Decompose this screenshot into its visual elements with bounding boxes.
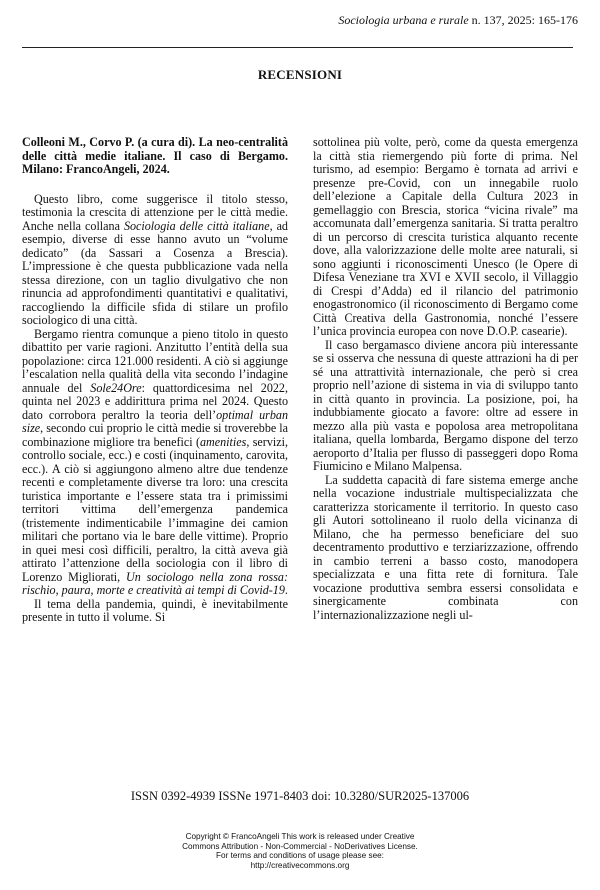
text-run: , secondo cui proprio le città medie si troverebbe la combinazione migliore tra benefici ( (22, 421, 288, 449)
paragraph (22, 328, 288, 598)
text-run: , servizi, controllo sociale, ecc.) e costi (inquinamento, carovita, ecc.). A ciò si aggiungono almeno altre due tendenze recenti e completamente diverse tra loro: una crescita turistica importante e l’essere stata tra i primissimi territori vittima dell’emergenza pandemica (tristemente indimenticabile l’immagine dei camion militari che portano via le bare delle vittime). Proprio in quei mesi così difficili, peraltro, la città aveva già attirato l’attenzione della sociologia con il libro di Lorenzo Migliorati, (22, 434, 288, 584)
newspaper-name: Sole24Ore (90, 380, 142, 395)
text-run: , ad esempio, diverse di esse hanno avuto un “volume dedicato” (da Sassari a Cosenza a Brescia). L’impressione è che questa pubblicazione vada nella stessa direzione, con un taglio divulgativo che non rinuncia ad approfondimenti quantitativi e qualitativi, raccogliendo la difficile sfida di stilare un profilo sociologico di una città. (22, 218, 288, 327)
left-column (22, 136, 288, 625)
paragraph: sottolinea più volte, però, come da questa emergenza la città stia riemergendo più forte di prima. Nel turismo, ad esempio: Bergamo è tornata ad arrivi e presenze pre-Covid, con un innegabile ruolo dell’elezione a Capitale della Cultura 2023 in gemellaggio con Brescia, storica “vicina rivale” ma accomunata dall’emergenza sanitaria. Si tratta peraltro di un percorso di crescita turistica alquanto recente dove, alla valorizzazione delle molte aree naturali, si sono aggiunti i riconoscimenti Unesco (le Opere di Difesa Veneziane tra XVI e XVII secolo, il Villaggio di Crespi d’Adda) ed il rilancio del patrimonio enogastronomico (il riconoscimento di Bergamo come Città Creativa della Gastronomia, nonché l’essere l’unica provincia europea con nove D.O.P. casearie). (313, 135, 578, 338)
copyright-line: Copyright © FrancoAngeli This work is released under Creative (185, 832, 415, 841)
text-run: : quattordicesima nel 2022, quinta nel 2023 e addirittura prima nel 2024. Questo dato corrobora peraltro la teoria dell’ (22, 380, 288, 422)
copyright-line: Commons Attribution - Non-Commercial - NoDerivatives License. (182, 841, 418, 851)
paragraph: La suddetta capacità di fare sistema emerge anche nella vocazione industriale multispecializzata che caratterizza storicamente il territorio. In questo caso gli Autori sottolineano il ruolo della vicinanza di Milano, che ha permesso beneficiare del suo decentramento produttivo e terziarizzazione, offrendo in cambio terreni a basso costo, manodopera specializzata e una fitta rete di fornitura. Tale vocazione produttiva sembra essersi consolidata e sinergicamente combinata con l’internazionalizzazione negli ul- (313, 472, 578, 622)
theory-term: optimal urban size (22, 407, 289, 435)
creative-commons-link[interactable]: http://creativecommons.org (250, 860, 350, 870)
copyright-notice (0, 832, 600, 870)
right-column (313, 136, 578, 622)
text-run: Questo libro, come suggerisce il titolo stesso, testimonia la crescita di attenzione per le città medie. Anche nella collana (22, 191, 288, 233)
paragraph: Il tema della pandemia, quindi, è inevitabilmente presente in tutto il volume. Si (22, 596, 288, 624)
issue-info: n. 137, 2025: 165-176 (468, 13, 578, 27)
issn-doi-line: ISSN 0392-4939 ISSNe 1971-8403 doi: 10.3280/SUR2025-137006 (130, 789, 470, 803)
series-title: Sociologia delle città italiane (123, 218, 270, 233)
term-amenities: amenities (199, 434, 247, 449)
paragraph (22, 193, 288, 328)
paragraph: Il caso bergamasco diviene ancora più interessante se si osserva che nessuna di queste attrazioni ha di per sé una attrattività internazionale, che però si crea proprio nell’azione di sistema in via di sviluppo tanto in città quanto in provincia. La posizione, poi, ha indubbiamente giocato a favore: oltre ad essere in mezzo alla più vasta e popolosa area metropolitana italiana, quella lombarda, Bergamo dispone del terzo aeroporto d’Italia per flusso di passeggeri dopo Roma Fiumicino e Milano Malpensa. (313, 337, 578, 473)
book-title: Un sociologo nella zona rossa: rischio, paura, morte e creatività ai tempi di Covid-19 (22, 569, 288, 597)
text-run: . (284, 583, 288, 597)
section-title: RECENSIONI (257, 67, 343, 82)
header-rule (22, 47, 573, 48)
text-run: Bergamo rientra comunque a pieno titolo in questo dibattito per varie ragioni. Anzitutto l’entità della sua popolazione: circa 121.000 residenti. A ciò si aggiunge l’escalation nella qualità della vita secondo l’indagine annuale del (22, 326, 288, 395)
journal-title: Sociologia urbana e rurale (338, 13, 469, 27)
copyright-line: For terms and conditions of usage please see: (216, 851, 384, 861)
book-reference: Colleoni M., Corvo P. (a cura di). La neo-centralità delle città medie italiane. Il caso di Bergamo. Milano: FrancoAngeli, 2024. (22, 135, 288, 176)
running-header (338, 13, 578, 27)
